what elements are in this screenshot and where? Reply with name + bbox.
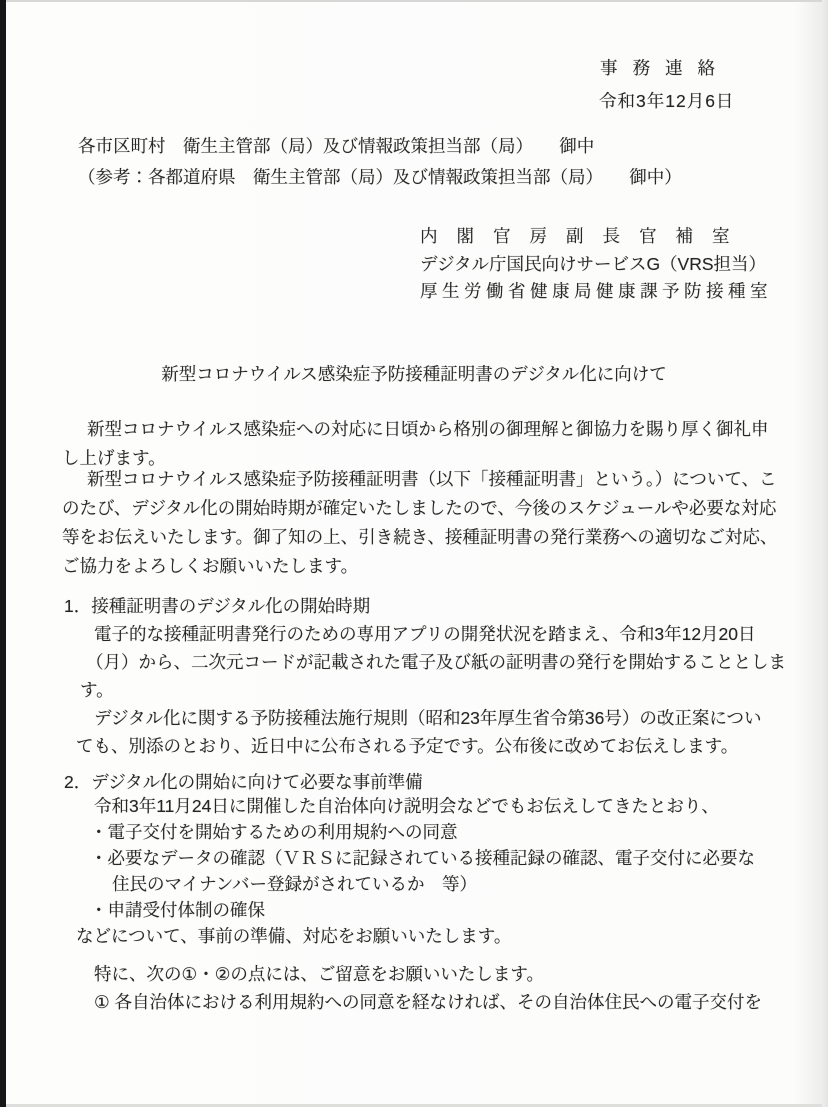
paragraph-line: ご協力をよろしくお願いいたします。: [62, 556, 359, 576]
paragraph-line: （月）から、二次元コードが記載された電子及び紙の証明書の発行を開始することとしま: [86, 652, 786, 672]
bullet-line: ・申請受付体制の確保: [90, 900, 265, 920]
paragraph-line: ても、別添のとおり、近日中に公布される予定です。公布後に改めてお伝えします。: [76, 736, 739, 756]
numbered-item-line: ① 各自治体における利用規約への同意を経なければ、その自治体住民への電子交付を: [94, 992, 763, 1012]
paragraph-line: デジタル化に関する予防接種法施行規則（昭和23年厚生省令第36号）の改正案につい: [94, 708, 762, 728]
sender-block: [420, 223, 772, 306]
section1-body: [76, 620, 786, 760]
recipient-block: [78, 131, 682, 193]
paragraph-line: などについて、事前の準備、対応をお願いいたします。: [76, 926, 512, 946]
section1-heading: 1．接種証明書のデジタル化の開始時期: [64, 596, 371, 616]
paragraph-line: 令和3年11月24日に開催した自治体向け説明会などでもお伝えしてきたとおり、: [94, 796, 719, 816]
paragraph-line: のたび、デジタル化の開始時期が確定いたしましたので、今後のスケジュールや必要な対応: [62, 498, 777, 518]
sender-line-mhlw: 厚生労働省健康局健康課予防接種室: [420, 281, 772, 301]
paragraph-line: 電子的な接種証明書発行のための専用アプリの開発状況を踏まえ、令和3年12月20日: [94, 624, 756, 644]
paragraph-line: す。: [80, 680, 114, 700]
recipient-line: 各市区町村 衛生主管部（局）及び情報政策担当部（局） 御中: [78, 136, 595, 156]
paragraph-intro: [62, 465, 776, 581]
sender-line-cabinet: 内閣官房副長官補室: [420, 226, 749, 246]
bullet-line: ・必要なデータの確認（ＶＲＳに記録されている接種記録の確認、電子交付に必要な: [90, 848, 755, 868]
sender-line-digital-agency: デジタル庁国民向けサービスG（VRS担当）: [420, 253, 767, 274]
document-title: 新型コロナウイルス感染症予防接種証明書のデジタル化に向けて: [161, 364, 667, 384]
photo-left-edge: [0, 0, 6, 1107]
paragraph-line: 等をお伝えいたします。御了知の上、引き続き、接種証明書の発行業務への適切なご対応、: [62, 527, 778, 547]
bullet-line: ・電子交付を開始するための利用規約への同意: [90, 822, 458, 842]
paragraph-line: 特に、次の①・②の点には、ご留意をお願いいたします。: [94, 964, 544, 984]
doc-date: 令和3年12月6日: [599, 91, 735, 111]
paragraph-line: し上げます。: [62, 448, 166, 468]
section2-heading: 2．デジタル化の開始に向けて必要な事前準備: [64, 772, 423, 792]
recipient-line-reference: （参考：各都道府県 衛生主管部（局）及び情報政策担当部（局） 御中）: [78, 167, 682, 187]
paragraph-line: 新型コロナウイルス感染症予防接種証明書（以下「接種証明書」という。）について、こ: [87, 469, 777, 489]
section2-body: [76, 793, 780, 949]
bullet-continuation-line: 住民のマイナンバー登録がされているか 等）: [112, 874, 478, 894]
doc-type-label: 事務連絡: [600, 58, 730, 78]
photo-top-edge: [6, 0, 822, 2]
notice-block: [80, 960, 780, 1016]
paragraph-line: 新型コロナウイルス感染症への対応に日頃から格別の御理解と御協力を賜り厚く御礼申: [87, 419, 769, 439]
